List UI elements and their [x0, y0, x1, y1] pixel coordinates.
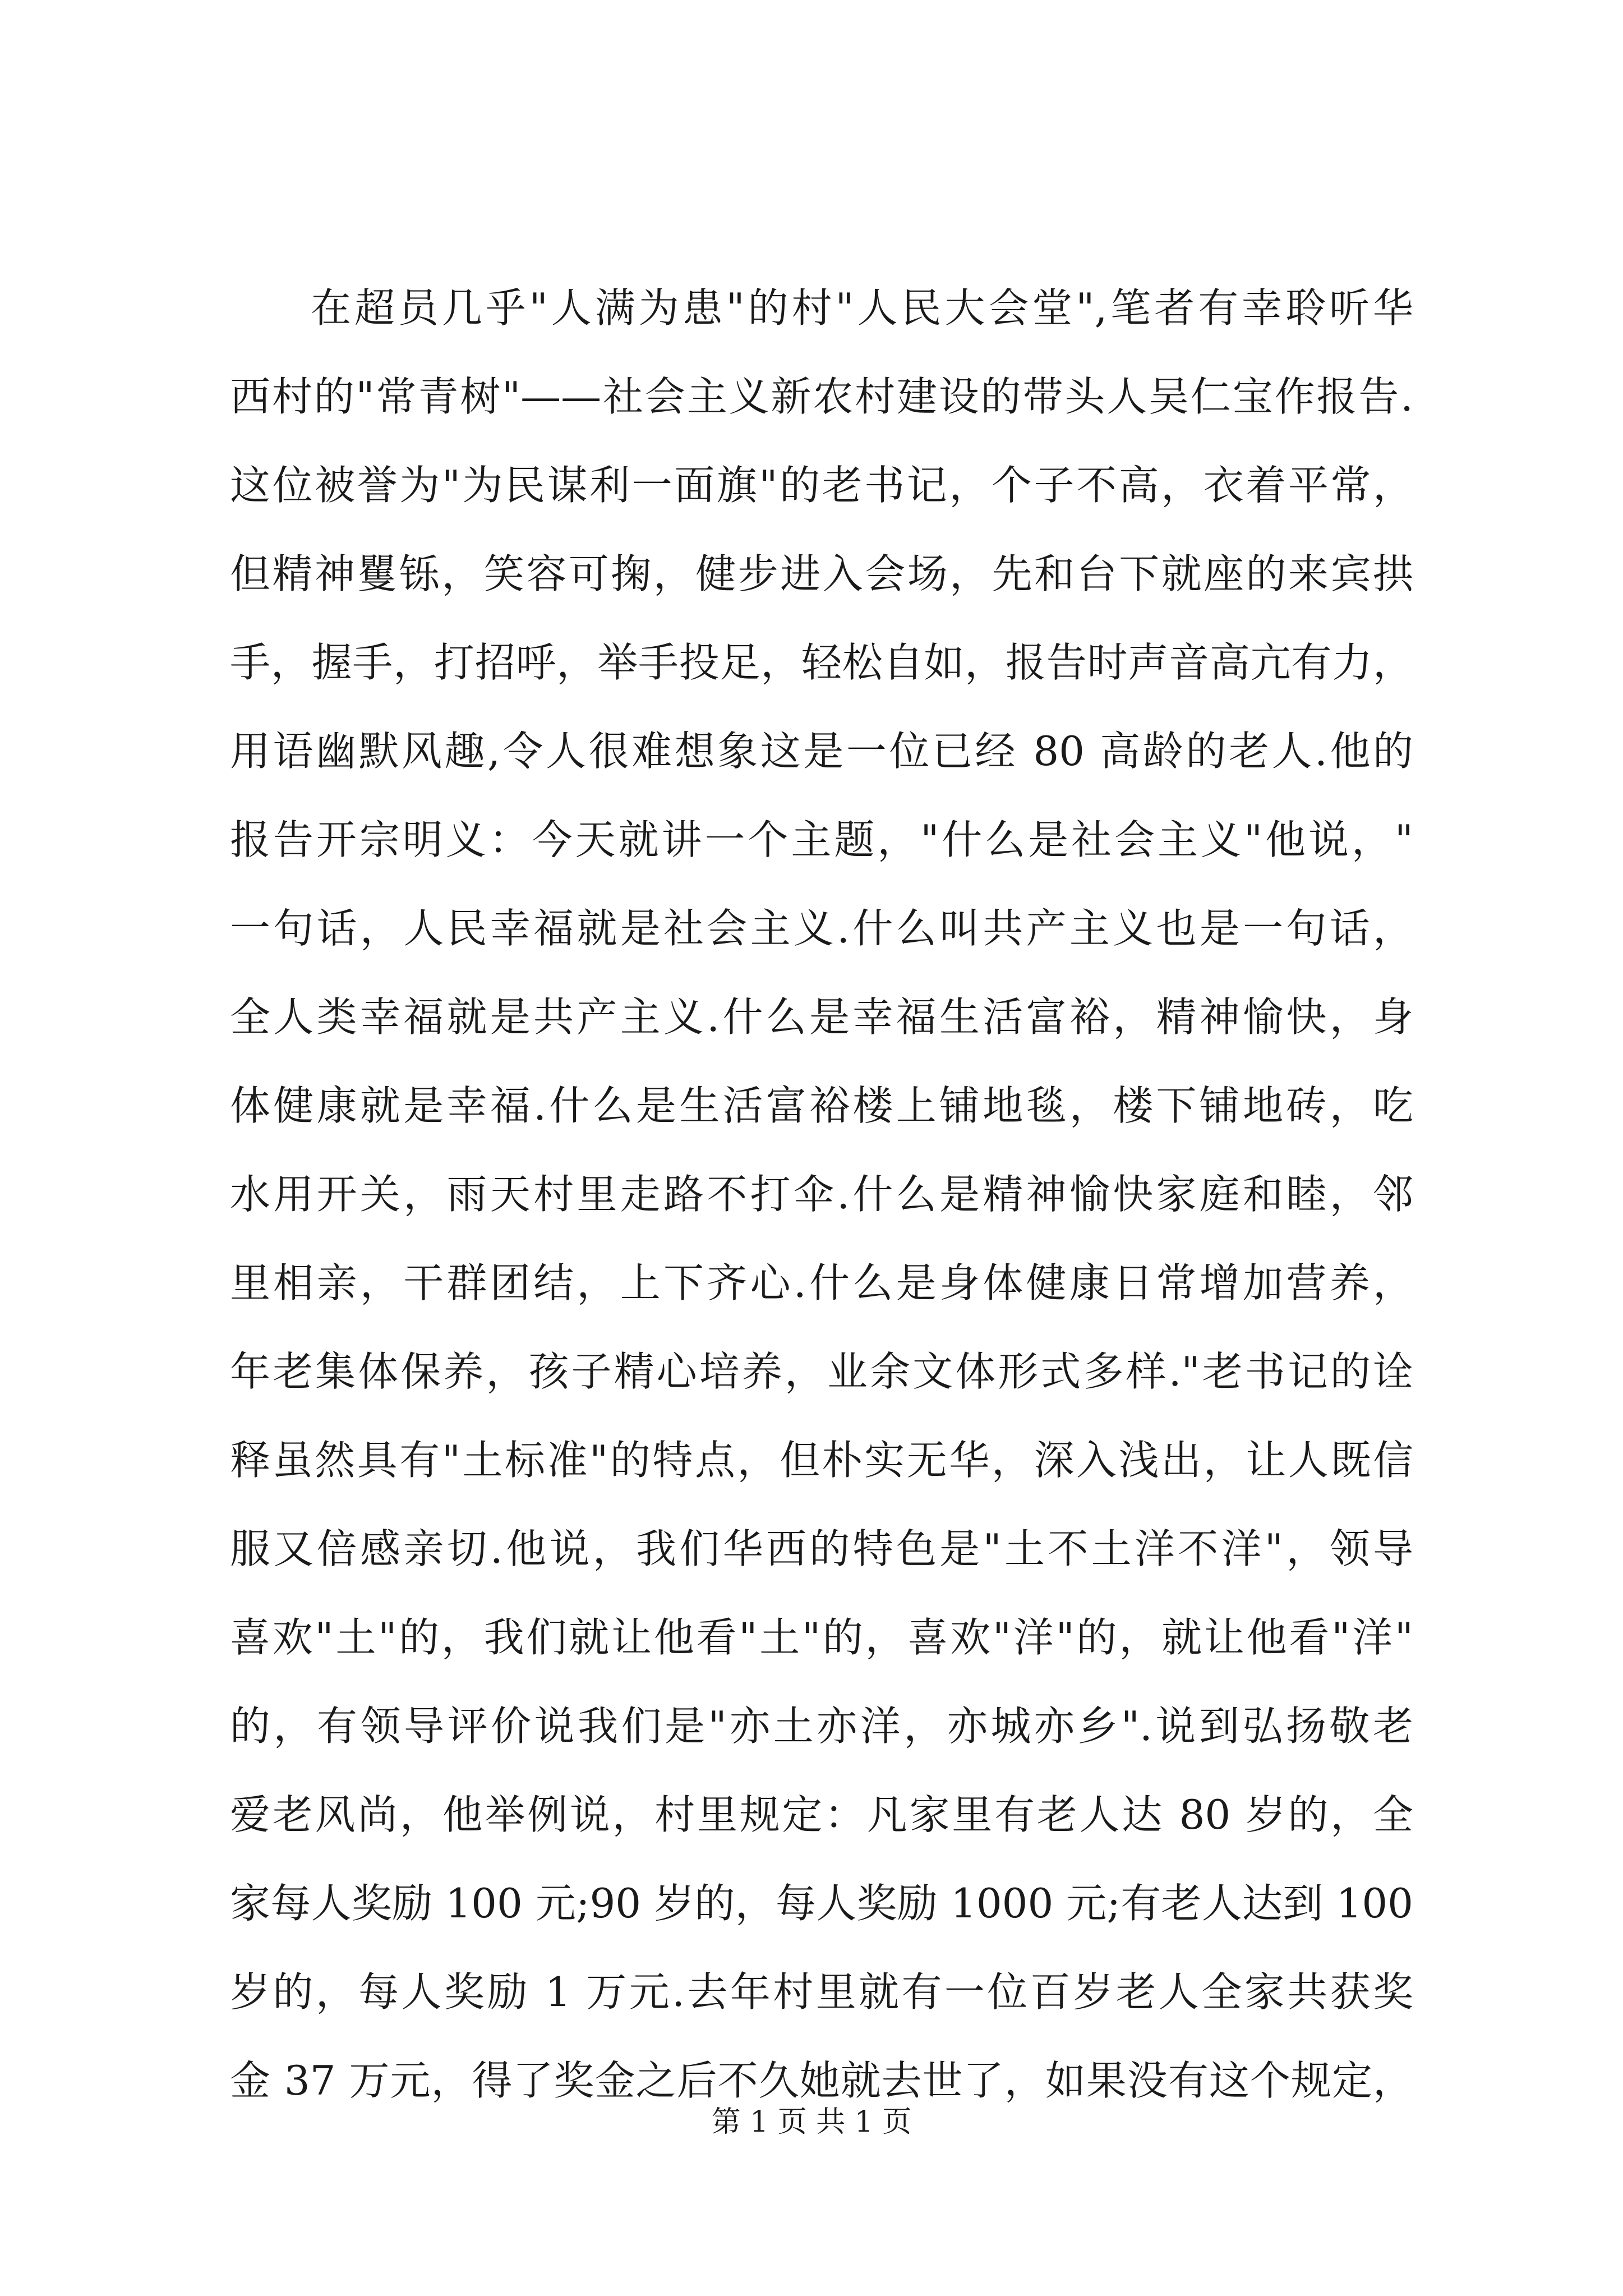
text-line: 喜欢"土"的，我们就让他看"土"的，喜欢"洋"的，就让他看"洋" [230, 1614, 1413, 1661]
text-line: 爱老风尚，他举例说，村里规定：凡家里有老人达 80 岁的，全 [230, 1791, 1413, 1838]
text-line: 全人类幸福就是共产主义.什么是幸福生活富裕，精神愉快，身 [230, 993, 1413, 1041]
text-line: 年老集体保养，孩子精心培养，业余文体形式多样."老书记的诠 [230, 1348, 1413, 1395]
document-body [230, 264, 1413, 2125]
text-line: 服又倍感亲切.他说，我们华西的特色是"土不土洋不洋"，领导 [230, 1525, 1413, 1572]
text-line: 报告开宗明义：今天就讲一个主题，"什么是社会主义"他说，" [230, 816, 1413, 863]
text-line: 用语幽默风趣,令人很难想象这是一位已经 80 高龄的老人.他的 [230, 728, 1413, 775]
text-line: 这位被誉为"为民谋利一面旗"的老书记，个子不高，衣着平常， [230, 462, 1413, 509]
text-line: 体健康就是幸福.什么是生活富裕楼上铺地毯，楼下铺地砖，吃 [230, 1082, 1413, 1129]
text-line: 释虽然具有"土标准"的特点，但朴实无华，深入浅出，让人既信 [230, 1437, 1413, 1484]
text-line: 手，握手，打招呼，举手投足，轻松自如，报告时声音高亢有力， [230, 639, 1413, 686]
text-line: 一句话，人民幸福就是社会主义.什么叫共产主义也是一句话， [230, 905, 1413, 952]
text-line: 金 37 万元，得了奖金之后不久她就去世了，如果没有这个规定， [230, 2057, 1413, 2104]
text-line: 家每人奖励 100 元;90 岁的，每人奖励 1000 元;有老人达到 100 [230, 1880, 1413, 1927]
text-line: 在超员几乎"人满为患"的村"人民大会堂",笔者有幸聆听华 [311, 284, 1413, 332]
text-line: 水用开关，雨天村里走路不打伞.什么是精神愉快家庭和睦，邻 [230, 1171, 1413, 1218]
text-line: 西村的"常青树"——社会主义新农村建设的带头人吴仁宝作报告. [230, 373, 1413, 420]
page-footer: 第 1 页 共 1 页 [711, 2105, 912, 2139]
text-line: 但精神矍铄，笑容可掬，健步进入会场，先和台下就座的来宾拱 [230, 550, 1413, 597]
text-line: 岁的，每人奖励 1 万元.去年村里就有一位百岁老人全家共获奖 [230, 1968, 1413, 2016]
text-line: 的，有领导评价说我们是"亦土亦洋，亦城亦乡".说到弘扬敬老 [230, 1703, 1413, 1750]
text-line: 里相亲，干群团结，上下齐心.什么是身体健康日常增加营养， [230, 1259, 1413, 1306]
